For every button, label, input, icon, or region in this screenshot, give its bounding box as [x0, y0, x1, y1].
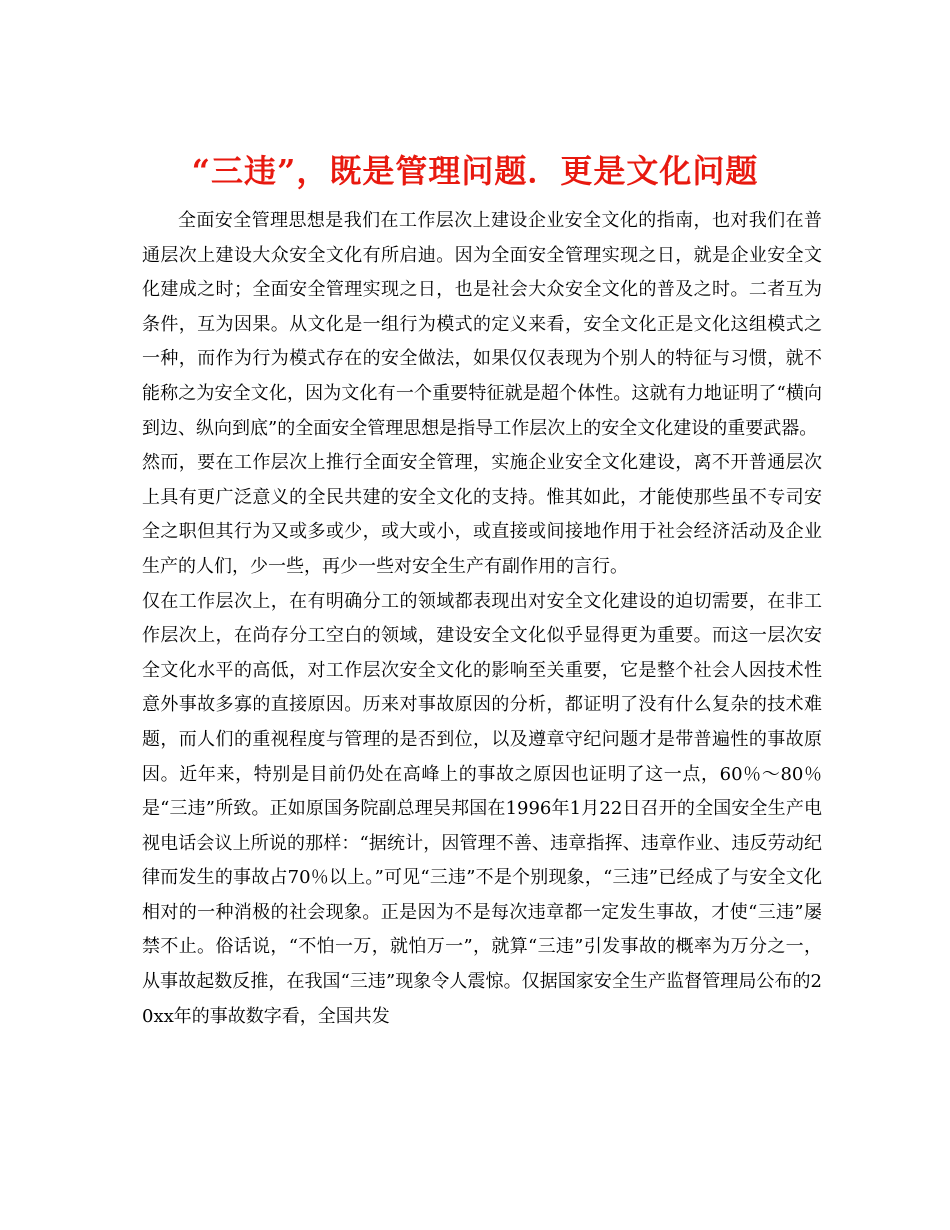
paragraph-1: 全面安全管理思想是我们在工作层次上建设企业安全文化的指南，也对我们在普通层次上建设大众安全文化有所启迪。因为全面安全管理实现之日，就是企业安全文化建成之时；全面安全管理实现之日，也是社会大众安全文化的普及之时。二者互为条件，互为因果。从文化是一组行为模式的定义来看，安全文化正是文化这组模式之一种，而作为行为模式存在的安全做法，如果仅仅表现为个别人的特征与习惯，就不能称之为安全文化，因为文化有一个重要特征就是超个体性。这就有力地证明了“横向到边、纵向到底”的全面安全管理思想是指导工作层次上的安全文化建设的重要武器。 — [142, 210, 822, 439]
paragraph-3: 仅在工作层次上，在有明确分工的领域都表现出对安全文化建设的迫切需要，在非工作层次上，在尚存分工空白的领域，建设安全文化似乎显得更为重要。而这一层次安全文化水平的高低，对工作层次安全文化的影响至关重要，它是整个社会人因技术性意外事故多寡的直接原因。历来对事故原因的分析，都证明了没有什么复杂的技术难题，而人们的重视程度与管理的是否到位，以及遵章守纪问题才是带普遍性的事故原因。近年来，特别是目前仍处在高峰上的事故之原因也证明了这一点，60％～80％是“三违”所致。正如原国务院副总理吴邦国在1996年1月22日召开的全国安全生产电视电话会议上所说的那样：“据统计，因管理不善、违章指挥、违章作业、违反劳动纪律而发生的事故占70％以上。”可见“三违”不是个别现象，“三违”已经成了与安全文化相对的一种消极的社会现象。正是因为不是每次违章都一定发生事故，才使“三违”屡禁不止。俗话说，“不怕一万，就怕万一”，就算“三违”引发事故的概率为万分之一，从事故起数反推，在我国“三违”现象令人震惊。仅据国家安全生产监督管理局公布的20xx年的事故数字看，全国共发 — [142, 590, 822, 1027]
document-body — [142, 204, 822, 1034]
paragraph-2: 然而，要在工作层次上推行全面安全管理，实施企业安全文化建设，离不开普通层次上具有更广泛意义的全民共建的安全文化的支持。惟其如此，才能使那些虽不专司安全之职但其行为又或多或少，或大或小，或直接或间接地作用于社会经济活动及企业生产的人们，少一些，再少一些对安全生产有副作用的言行。 — [142, 452, 822, 577]
document-title: “三违”，既是管理问题．更是文化问题 — [191, 152, 759, 191]
